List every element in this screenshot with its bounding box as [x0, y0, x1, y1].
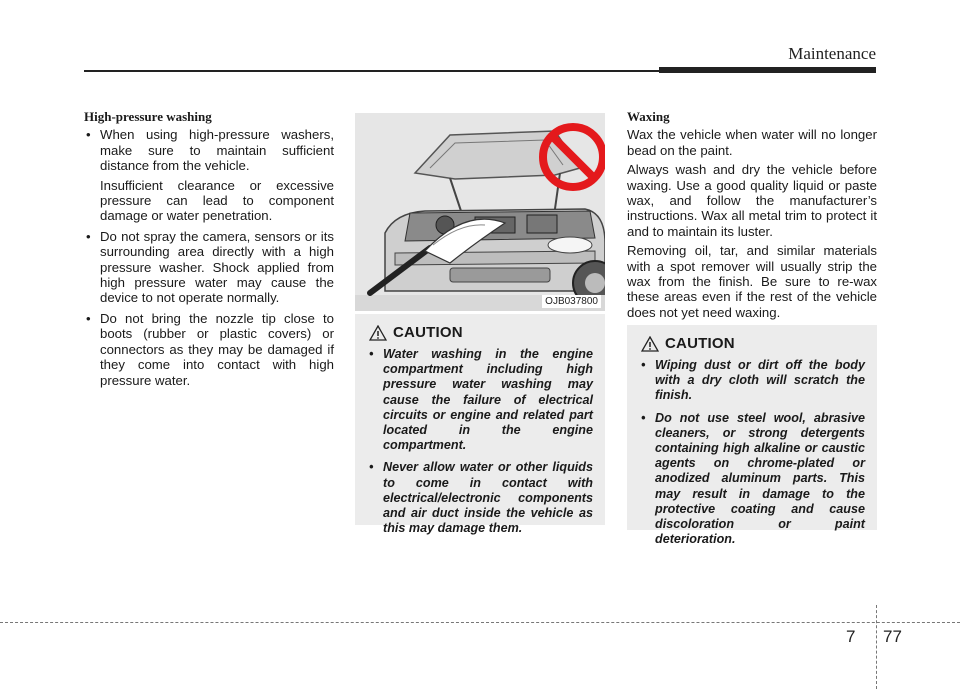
car-illustration: [355, 113, 605, 311]
chapter-number: 7: [846, 627, 856, 646]
footer-rule: [0, 622, 960, 623]
right-column: [627, 109, 877, 324]
warning-triangle-icon: [369, 325, 387, 341]
footer-divider: [876, 605, 877, 689]
list-item: • Do not bring the nozzle tip close to boots (rubber or plastic covers) or connectors as they may be damaged if they come into contact with high pressure water.: [84, 311, 334, 388]
caution-item: • Water washing in the engine compartment including high pressure water washing may cause the failure of electrical circuits or engine and related part located in the engine compartment.: [367, 347, 593, 453]
caution-item: • Wiping dust or dirt off the body with a dry cloth will scratch the finish.: [639, 358, 865, 404]
waxing-heading: Waxing: [627, 109, 670, 124]
list-item: • Do not spray the camera, sensors or its surrounding area directly with a high pressure washer. Shock applied from high pressure water may cause the device to not operate normally.: [84, 229, 334, 306]
waxing-paragraph: Always wash and dry the vehicle before waxing. Use a good quality liquid or paste wax, and follow the manufacturer’s instructions. Wax all metal trim to protect it and to maintain its luster.: [627, 162, 877, 239]
warning-triangle-icon: [641, 336, 659, 352]
list-item: • When using high-pressure washers, make sure to maintain sufficient distance from the vehicle. Insufficient clearance or excessive pressure can lead to component damage or water penetration.: [84, 127, 334, 223]
figure-code: OJB037800: [542, 295, 601, 308]
header-rule: [84, 70, 659, 72]
caution-box-engine: [355, 314, 605, 536]
header-rule-thick: [659, 67, 876, 73]
page-number: 77: [883, 627, 902, 646]
caution-box-waxing: [627, 325, 877, 547]
waxing-paragraph: Wax the vehicle when water will no longer bead on the paint.: [627, 127, 877, 158]
list-item-continuation: Insufficient clearance or excessive pressure can lead to component damage or water penetration.: [100, 177, 334, 224]
high-pressure-heading: High-pressure washing: [84, 109, 212, 124]
waxing-paragraph: Removing oil, tar, and similar materials with a spot remover will usually strip the wax from the finish. Be sure to re-wax these areas even if the rest of the vehicle does not yet need waxing.: [627, 243, 877, 320]
caution-item: • Never allow water or other liquids to come in contact with electrical/electronic components and air duct inside the vehicle as this may damage them.: [367, 460, 593, 536]
caution-title: CAUTION: [393, 324, 463, 341]
engine-washing-illustration: [355, 113, 605, 311]
section-title: Maintenance: [788, 44, 876, 63]
caution-title: CAUTION: [665, 335, 735, 352]
high-pressure-list: [84, 127, 334, 388]
caution-item: • Do not use steel wool, abrasive cleaners, or strong detergents containing high alkaline or caustic agents on chrome-plated or anodized aluminum parts. This may result in damage to the protective coating and cause discoloration or paint deterioration.: [639, 411, 865, 548]
left-column: [84, 109, 334, 393]
